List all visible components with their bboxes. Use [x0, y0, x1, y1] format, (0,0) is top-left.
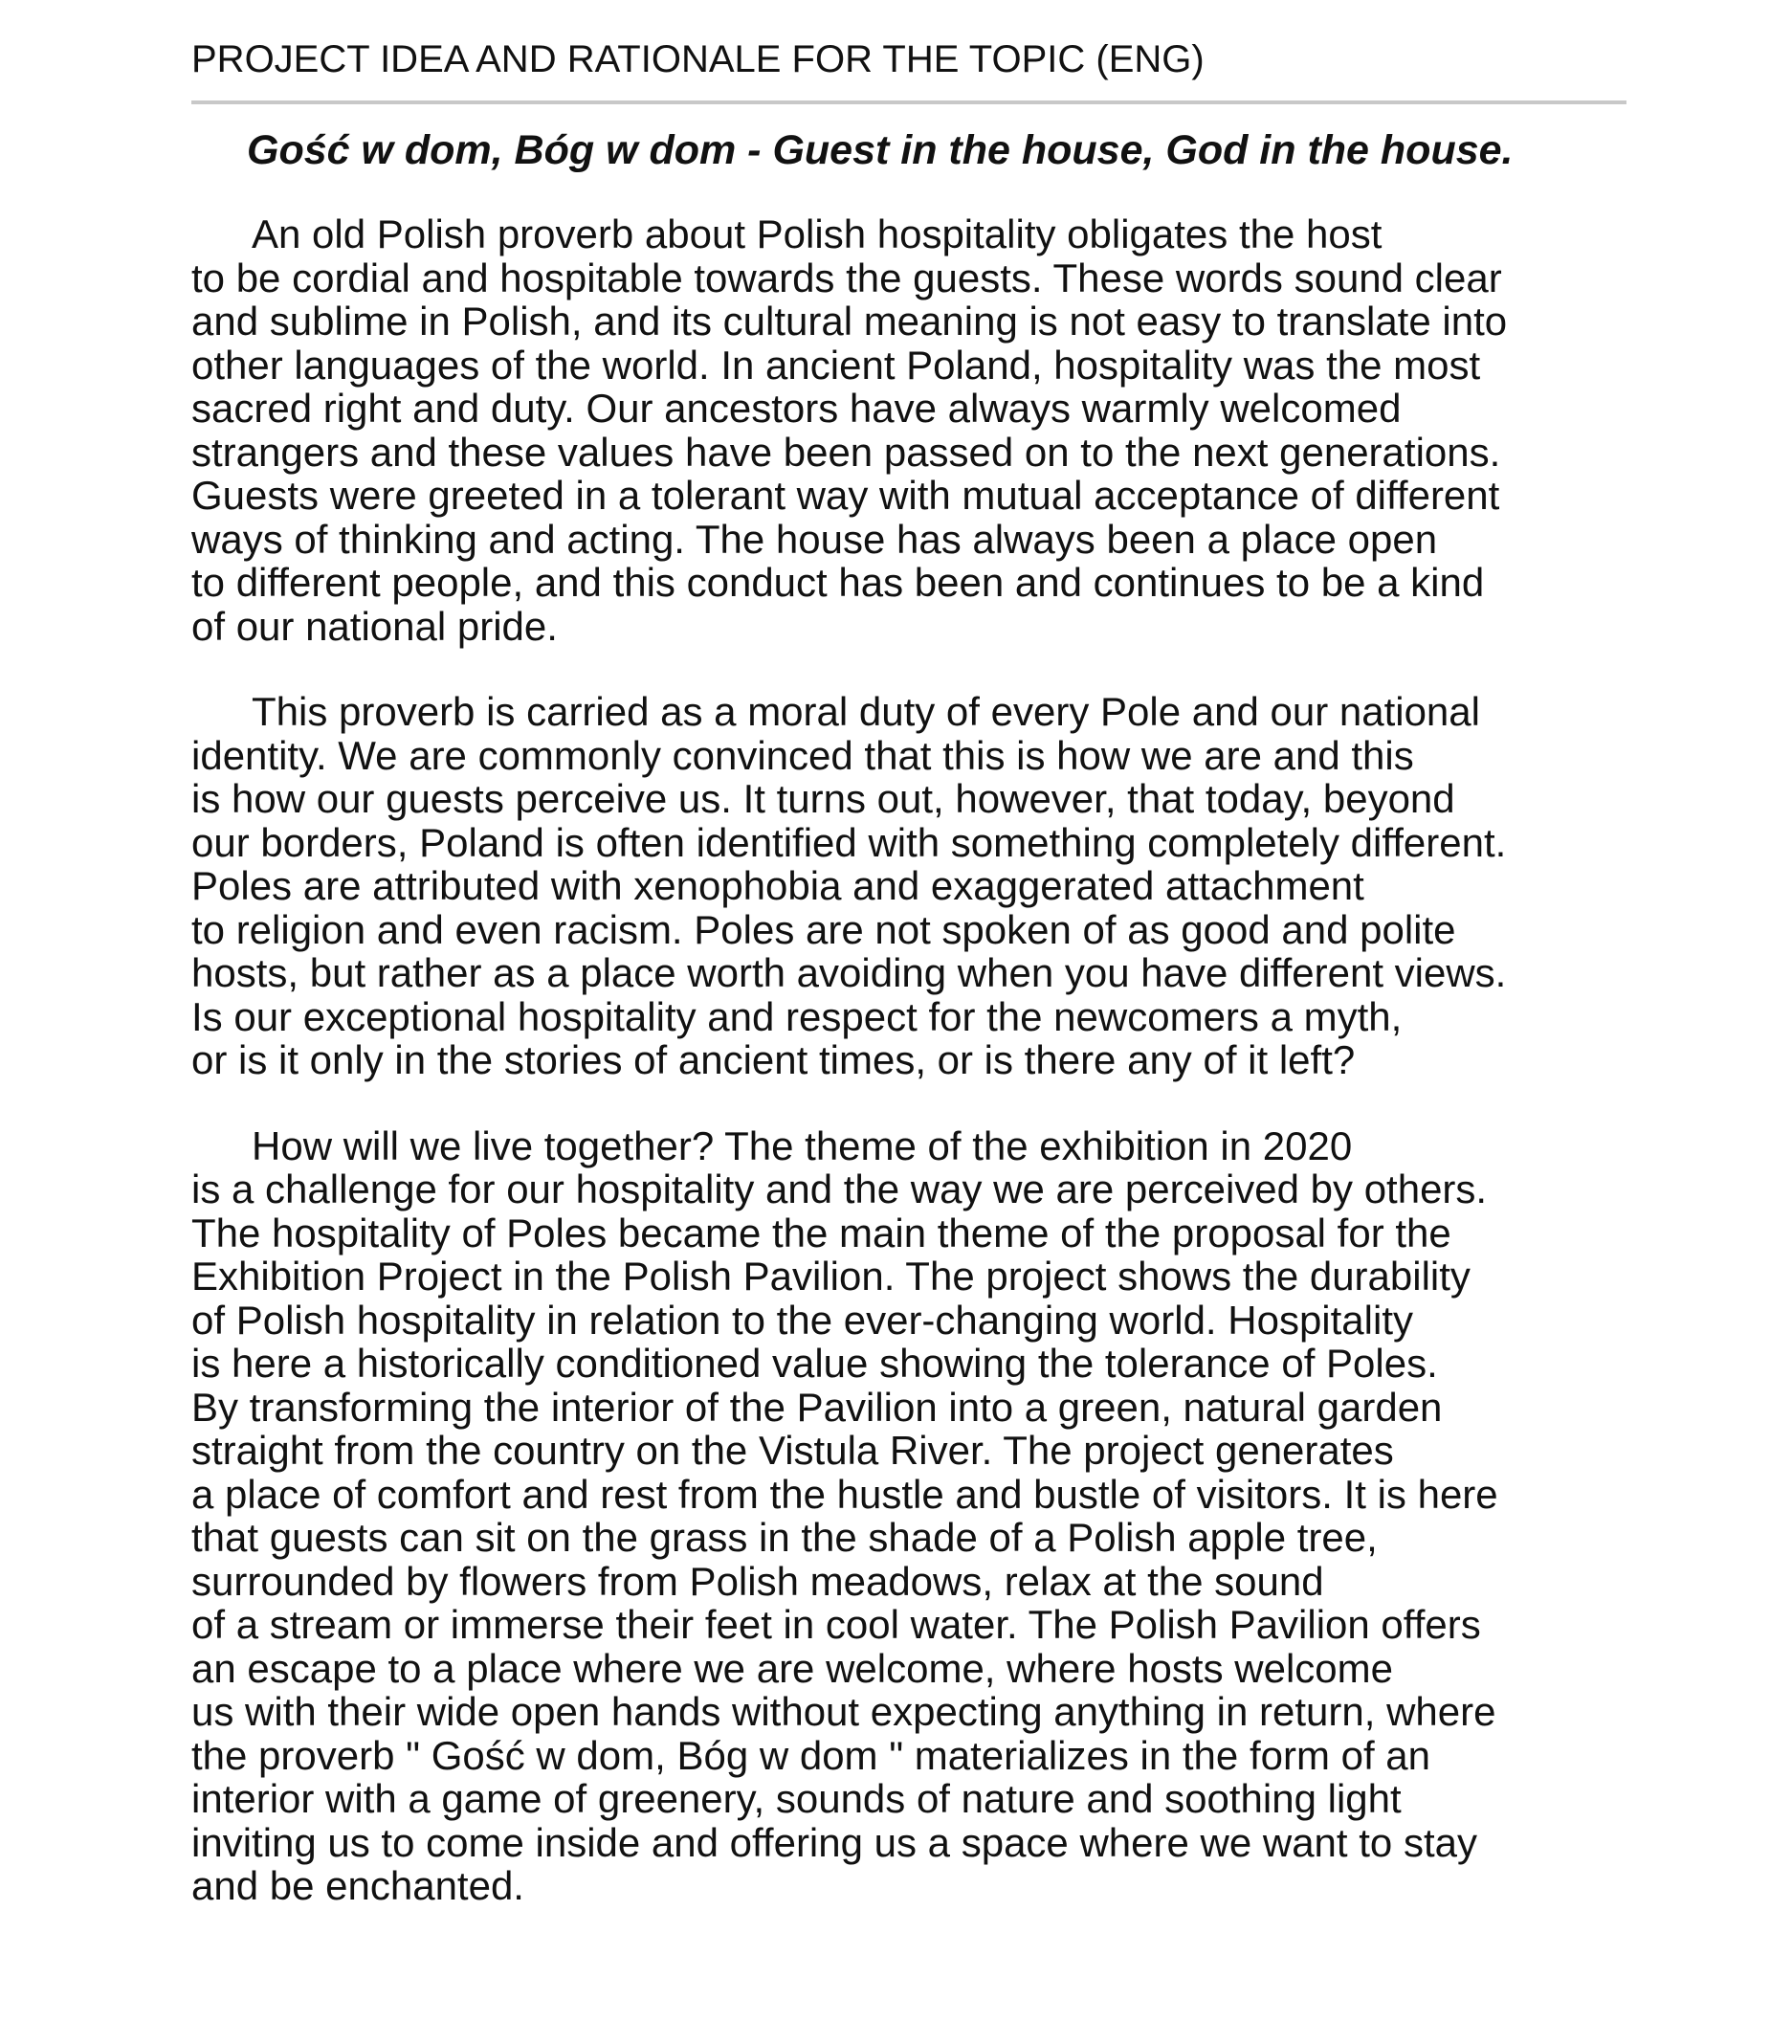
text-line: An old Polish proverb about Polish hospitality obligates the host — [252, 211, 1383, 256]
text-line: strangers and these values have been passed on to the next generations. — [191, 429, 1501, 475]
text-line: This proverb is carried as a moral duty of every Pole and our national — [252, 689, 1480, 734]
text-line: our borders, Poland is often identified with something completely different. — [191, 819, 1507, 865]
text-line: is how our guests perceive us. It turns out, however, that today, beyond — [191, 776, 1455, 821]
paragraph-1 — [191, 212, 1626, 648]
text-line: of Polish hospitality in relation to the ever-changing world. Hospitality — [191, 1297, 1414, 1343]
text-line: and be enchanted. — [191, 1863, 524, 1908]
text-line: to religion and even racism. Poles are not spoken of as good and polite — [191, 906, 1456, 952]
text-line: interior with a game of greenery, sounds of nature and soothing light — [191, 1776, 1402, 1821]
text-line: or is it only in the stories of ancient times, or is there any of it left? — [191, 1037, 1356, 1082]
text-line: Exhibition Project in the Polish Pavilion. The project shows the durability — [191, 1254, 1471, 1299]
paragraph-2 — [191, 690, 1626, 1082]
text-line: straight from the country on the Vistula River. The project generates — [191, 1428, 1394, 1473]
proverb-subtitle: Gość w dom, Bóg w dom - Guest in the house, God in the house. — [247, 127, 1514, 173]
text-line: other languages of the world. In ancient Poland, hospitality was the most — [191, 342, 1481, 388]
text-line: of our national pride. — [191, 603, 558, 649]
text-line: sacred right and duty. Our ancestors have always warmly welcomed — [191, 386, 1402, 431]
text-line: surrounded by flowers from Polish meadows, relax at the sound — [191, 1558, 1324, 1604]
text-line: Poles are attributed with xenophobia and exaggerated attachment — [191, 863, 1364, 908]
text-line: ways of thinking and acting. The house has always been a place open — [191, 516, 1438, 562]
text-line: identity. We are commonly convinced that this is how we are and this — [191, 732, 1414, 778]
text-line: The hospitality of Poles became the main theme of the proposal for the — [191, 1210, 1451, 1255]
text-line: Guests were greeted in a tolerant way with mutual acceptance of different — [191, 473, 1500, 518]
paragraph-3 — [191, 1124, 1626, 1908]
text-line: to be cordial and hospitable towards the guests. These words sound clear — [191, 255, 1502, 300]
text-line: hosts, but rather as a place worth avoiding when you have different views. — [191, 950, 1507, 995]
text-line: inviting us to come inside and offering us a space where we want to stay — [191, 1819, 1477, 1865]
document-page — [191, 0, 1626, 1950]
page-heading: PROJECT IDEA AND RATIONALE FOR THE TOPIC (ENG) — [191, 38, 1205, 80]
body-text — [191, 212, 1626, 1908]
text-line: the proverb " Gość w dom, Bóg w dom " materializes in the form of an — [191, 1732, 1431, 1778]
text-line: and sublime in Polish, and its cultural meaning is not easy to translate into — [191, 299, 1508, 344]
text-line: an escape to a place where we are welcome, where hosts welcome — [191, 1645, 1393, 1691]
text-line: that guests can sit on the grass in the shade of a Polish apple tree, — [191, 1515, 1378, 1560]
text-line: By transforming the interior of the Pavilion into a green, natural garden — [191, 1384, 1443, 1430]
text-line: to different people, and this conduct has been and continues to be a kind — [191, 560, 1485, 605]
text-line: a place of comfort and rest from the hustle and bustle of visitors. It is here — [191, 1471, 1498, 1517]
text-line: us with their wide open hands without expecting anything in return, where — [191, 1689, 1496, 1734]
text-line: is here a historically conditioned value showing the tolerance of Poles. — [191, 1341, 1438, 1386]
text-line: Is our exceptional hospitality and respect for the newcomers a myth, — [191, 993, 1403, 1039]
text-line: is a challenge for our hospitality and the way we are perceived by others. — [191, 1166, 1488, 1211]
text-line: How will we live together? The theme of the exhibition in 2020 — [252, 1122, 1353, 1168]
text-line: of a stream or immerse their feet in cool water. The Polish Pavilion offers — [191, 1602, 1481, 1647]
